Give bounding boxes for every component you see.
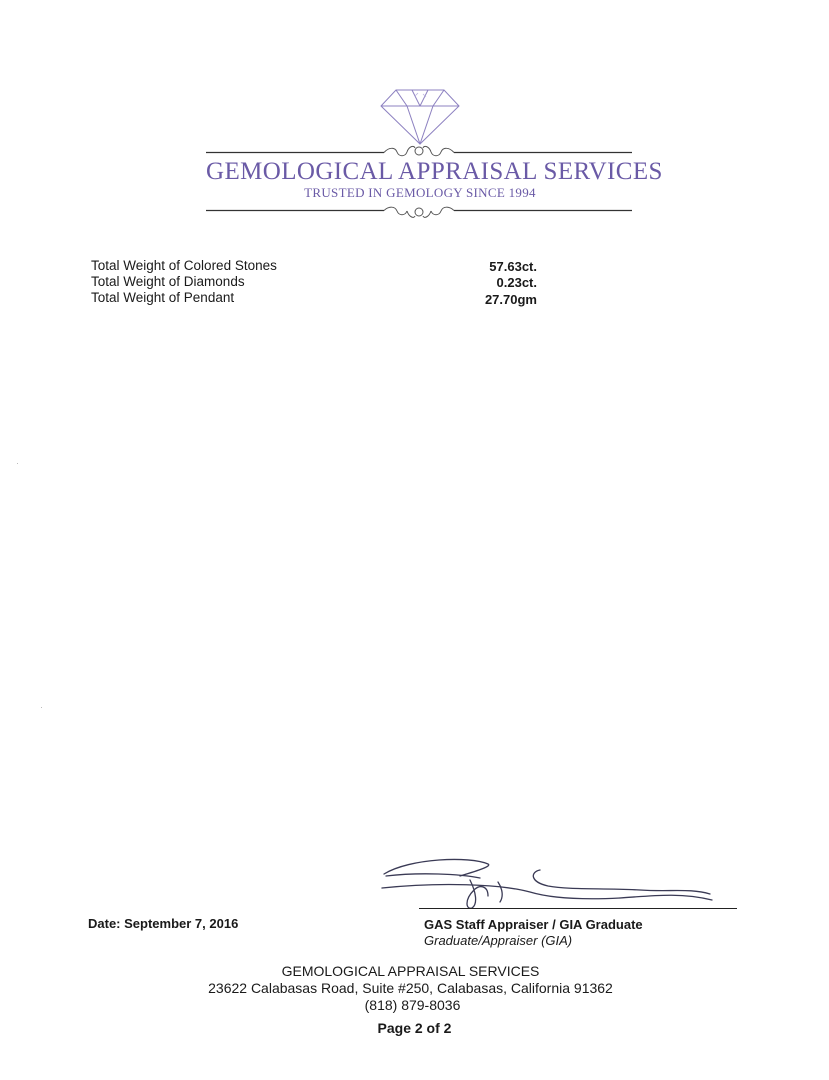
footer-phone: (818) 879-8036: [364, 997, 461, 1013]
company-name: GEMOLOGICAL APPRAISAL SERVICES: [206, 158, 663, 185]
footer-company-name: GEMOLOGICAL APPRAISAL SERVICES: [281, 963, 540, 979]
total-row-colored-stones: [91, 258, 551, 274]
total-label: Total Weight of Diamonds: [91, 274, 245, 289]
total-label: Total Weight of Pendant: [91, 290, 235, 305]
total-row-diamonds: [91, 274, 551, 290]
total-value: 27.70gm: [484, 292, 537, 307]
total-value: 0.23ct.: [496, 275, 537, 290]
weight-totals: [91, 258, 551, 306]
page-number: Page 2 of 2: [377, 1020, 452, 1036]
scan-speck: [41, 707, 42, 708]
appraiser-credential: Graduate/Appraiser (GIA): [424, 933, 573, 948]
ornament-divider-bottom: [206, 201, 632, 223]
diamond-icon: [379, 86, 461, 146]
footer-address: 23622 Calabasas Road, Suite #250, Calabasas, California 91362: [208, 980, 613, 996]
footer-contact: [0, 963, 829, 1014]
company-tagline: TRUSTED IN GEMOLOGY SINCE 1994: [304, 185, 536, 200]
handwritten-signature: [380, 852, 720, 912]
scan-speck: [17, 463, 18, 464]
total-value: 57.63ct.: [489, 259, 537, 274]
signature-line: [419, 908, 737, 909]
appraisal-date: Date: September 7, 2016: [88, 916, 239, 931]
total-row-pendant: [91, 290, 551, 306]
appraiser-title: GAS Staff Appraiser / GIA Graduate: [424, 917, 643, 932]
total-label: Total Weight of Colored Stones: [91, 258, 277, 273]
